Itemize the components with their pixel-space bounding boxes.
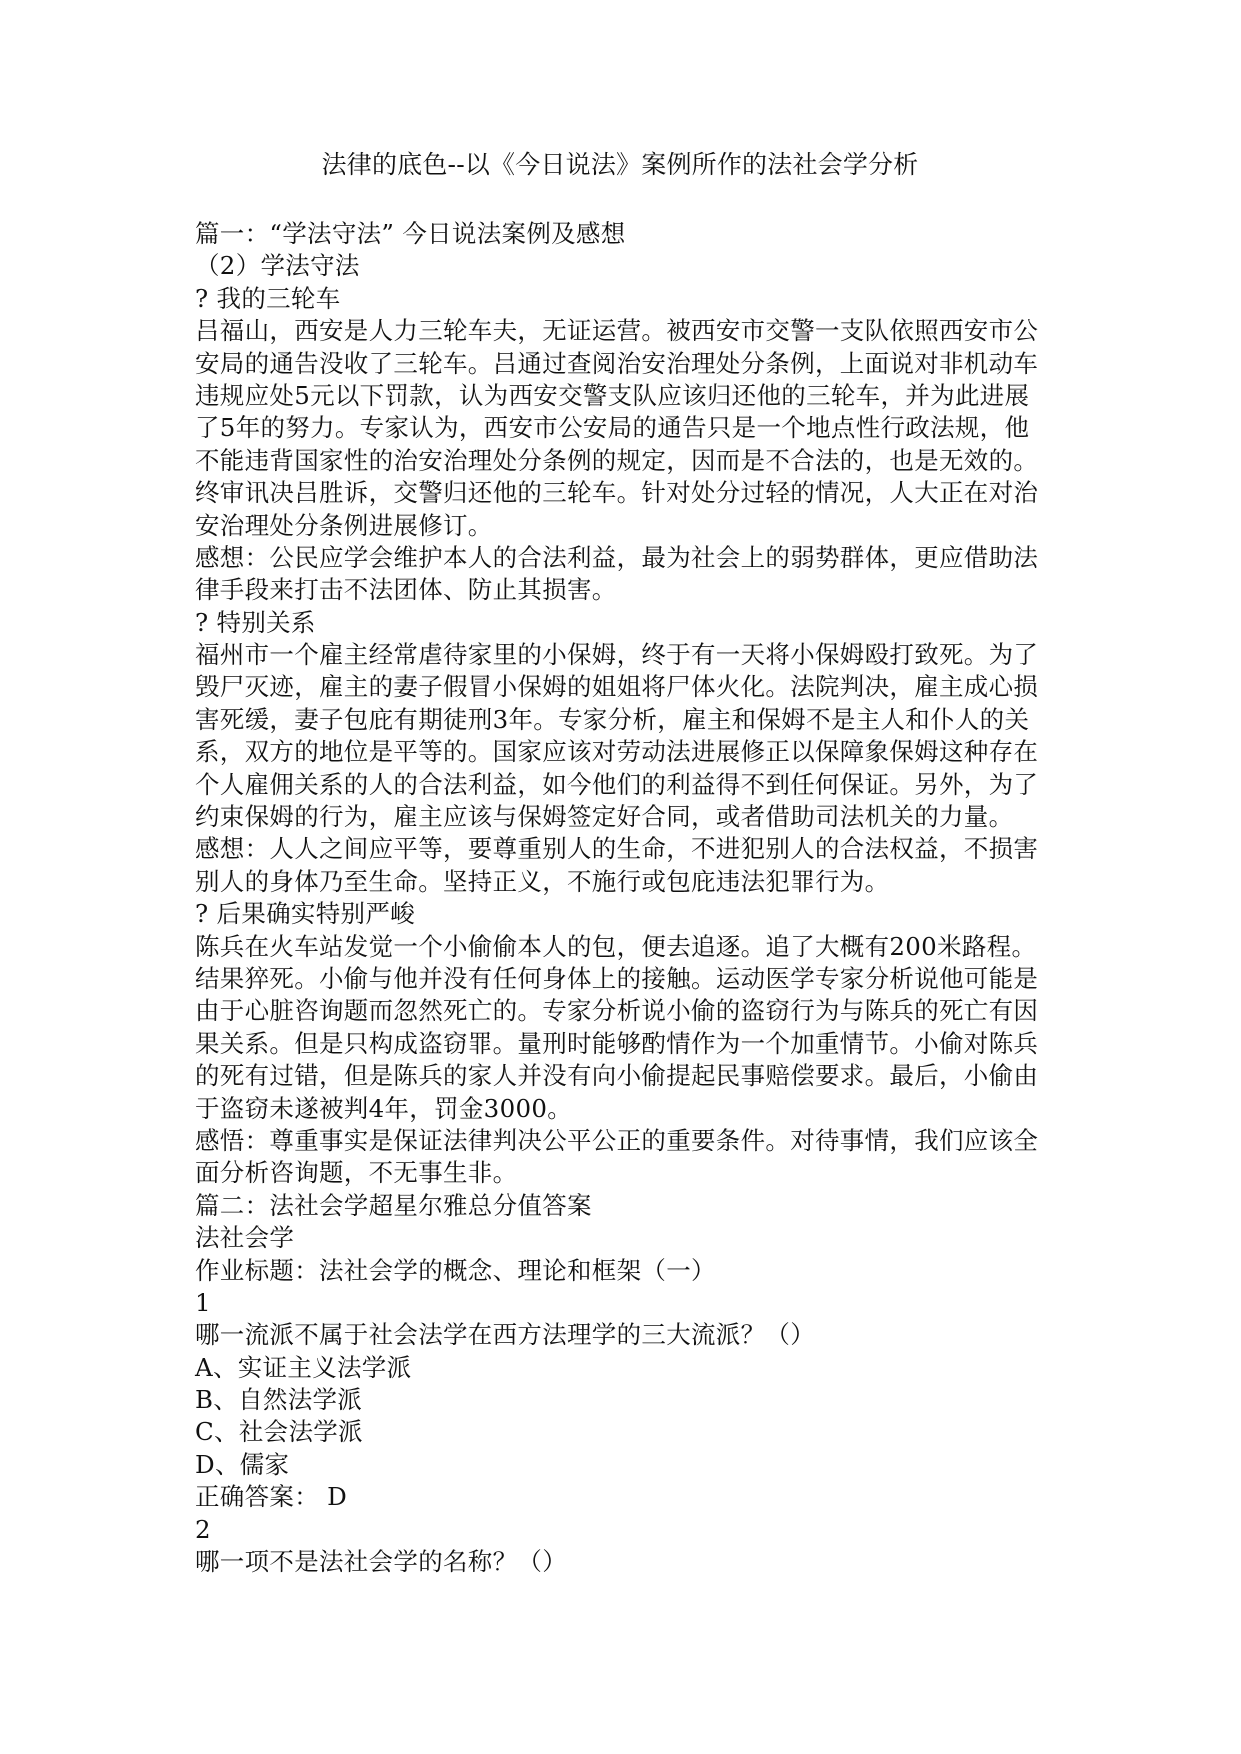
text-line: 2 bbox=[195, 1514, 211, 1544]
text-line: 感想：公民应学会维护本人的合法利益，最为社会上的弱势群体，更应借助法 bbox=[195, 542, 1039, 572]
text-line: 毁尸灭迹，雇主的妻子假冒小保姆的姐姐将尸体火化。法院判决，雇主成心损 bbox=[195, 672, 1039, 702]
text-line: 陈兵在火车站发觉一个小偷偷本人的包，便去追逐。追了大概有200米路程。 bbox=[195, 931, 1037, 961]
text-line: D、儒家 bbox=[195, 1449, 290, 1479]
text-line: ? 我的三轮车 bbox=[195, 283, 341, 313]
text-line: 正确答案： D bbox=[195, 1482, 348, 1512]
text-line: ? 后果确实特别严峻 bbox=[195, 899, 415, 929]
text-line: C、社会法学派 bbox=[195, 1417, 363, 1447]
text-line: 感悟：尊重事实是保证法律判决公平公正的重要条件。对待事情，我们应该全 bbox=[195, 1125, 1039, 1155]
text-line: 律手段来打击不法团体、防止其损害。 bbox=[195, 575, 617, 605]
text-line: 个人雇佣关系的人的合法利益，如今他们的利益得不到任何保证。另外，为了 bbox=[195, 769, 1039, 799]
text-line: 吕福山，西安是人力三轮车夫，无证运营。被西安市交警一支队依照西安市公 bbox=[195, 316, 1039, 346]
document-body bbox=[195, 218, 1045, 1578]
text-line: 作业标题：法社会学的概念、理论和框架（一） bbox=[195, 1255, 716, 1285]
text-line: 篇一：“学法守法” 今日说法案例及感想 bbox=[195, 219, 626, 248]
text-line: 安局的通告没收了三轮车。吕通过查阅治安治理处分条例，上面说对非机动车 bbox=[195, 348, 1039, 378]
text-line: 的死有过错，但是陈兵的家人并没有向小偷提起民事赔偿要求。最后，小偷由 bbox=[195, 1061, 1039, 1091]
text-line: 于盗窃未遂被判4年，罚金3000。 bbox=[195, 1093, 573, 1123]
text-line: 面分析咨询题，不无事生非。 bbox=[195, 1158, 518, 1188]
text-line: 哪一项不是法社会学的名称？（） bbox=[195, 1547, 567, 1577]
text-line: 结果猝死。小偷与他并没有任何身体上的接触。运动医学专家分析说他可能是 bbox=[195, 963, 1039, 993]
text-line: 果关系。但是只构成盗窃罪。量刑时能够酌情作为一个加重情节。小偷对陈兵 bbox=[195, 1028, 1039, 1058]
document-title: 法律的底色--以《今日说法》案例所作的法社会学分析 bbox=[321, 150, 919, 179]
text-line: 篇二：法社会学超星尔雅总分值答案 bbox=[195, 1190, 592, 1220]
text-line: （2）学法守法 bbox=[195, 251, 360, 281]
text-line: B、自然法学派 bbox=[195, 1385, 363, 1415]
text-line: A、实证主义法学派 bbox=[195, 1352, 412, 1382]
text-line: 感想：人人之间应平等，要尊重别人的生命，不进犯别人的合法权益，不损害 bbox=[195, 834, 1039, 864]
text-line: ? 特别关系 bbox=[195, 607, 316, 637]
text-line: 别人的身体乃至生命。坚持正义，不施行或包庇违法犯罪行为。 bbox=[195, 866, 890, 896]
text-line: 不能违背国家性的治安治理处分条例的规定，因而是不合法的，也是无效的。 bbox=[195, 445, 1039, 475]
text-line: 约束保姆的行为，雇主应该与保姆签定好合同，或者借助司法机关的力量。 bbox=[195, 802, 1014, 832]
text-line: 法社会学 bbox=[195, 1223, 295, 1253]
text-line: 哪一流派不属于社会法学在西方法理学的三大流派？（） bbox=[195, 1320, 815, 1350]
text-line: 系，双方的地位是平等的。国家应该对劳动法进展修正以保障象保姆这种存在 bbox=[195, 737, 1039, 767]
text-line: 害死缓，妻子包庇有期徒刑3年。专家分析，雇主和保姆不是主人和仆人的关 bbox=[195, 704, 1030, 734]
text-line: 安治理处分条例进展修订。 bbox=[195, 510, 493, 540]
text-line: 由于心脏咨询题而忽然死亡的。专家分析说小偷的盗窃行为与陈兵的死亡有因 bbox=[195, 996, 1039, 1026]
text-line: 终审讯决吕胜诉，交警归还他的三轮车。针对处分过轻的情况，人大正在对治 bbox=[195, 478, 1039, 508]
text-line: 违规应处5元以下罚款，认为西安交警支队应该归还他的三轮车，并为此进展 bbox=[195, 380, 1030, 410]
text-line: 了5年的努力。专家认为，西安市公安局的通告只是一个地点性行政法规，他 bbox=[195, 413, 1030, 443]
text-line: 1 bbox=[195, 1287, 211, 1317]
text-line: 福州市一个雇主经常虐待家里的小保姆，终于有一天将小保姆殴打致死。为了 bbox=[195, 640, 1039, 670]
